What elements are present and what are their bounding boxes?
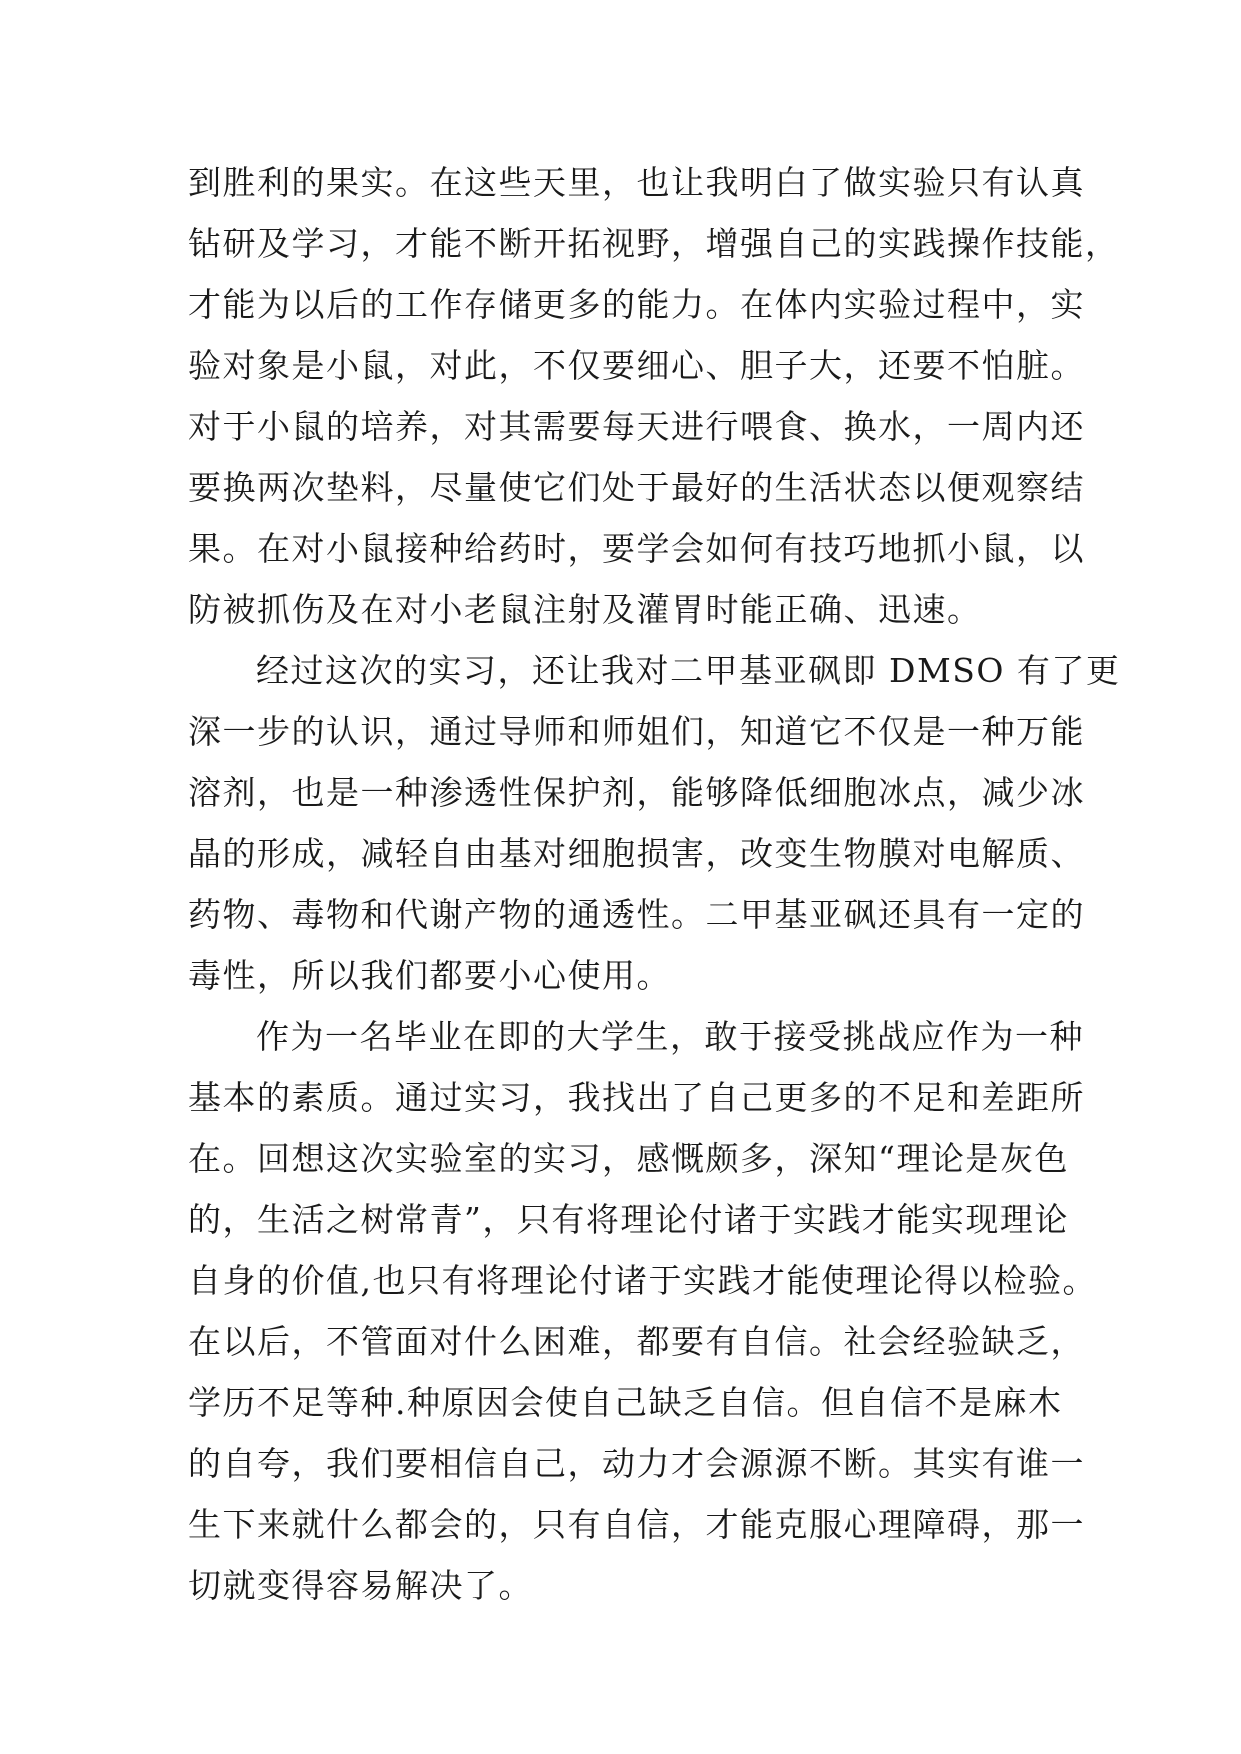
text-line: 生下来就什么都会的，只有自信，才能克服心理障碍，那一	[188, 1505, 1085, 1544]
text-line: 防被抓伤及在对小老鼠注射及灌胃时能正确、迅速。	[188, 590, 982, 629]
paragraph-3	[188, 1006, 1097, 1616]
text-line: 要换两次垫料，尽量使它们处于最好的生活状态以便观察结	[188, 468, 1085, 507]
text-line: 在以后，不管面对什么困难，都要有自信。社会经验缺乏，	[188, 1322, 1085, 1361]
text-line: 到胜利的果实。在这些天里，也让我明白了做实验只有认真	[188, 163, 1085, 202]
paragraph-2	[188, 640, 1121, 1006]
paragraph-1	[188, 152, 1120, 640]
text-line: 作为一名毕业在即的大学生，敢于接受挑战应作为一种	[256, 1017, 1084, 1056]
text-line: 晶的形成，减轻自由基对细胞损害，改变生物膜对电解质、	[188, 834, 1085, 873]
text-line: 的，生活之树常青”，只有将理论付诸于实践才能实现理论	[188, 1200, 1069, 1239]
text-line: 对于小鼠的培养，对其需要每天进行喂食、换水，一周内还	[188, 407, 1085, 446]
text-line: 钻研及学习，才能不断开拓视野，增强自己的实践操作技能，	[188, 224, 1120, 263]
text-line: 果。在对小鼠接种给药时，要学会如何有技巧地抓小鼠，以	[188, 529, 1085, 568]
text-line: 在。回想这次实验室的实习，感慨颇多，深知“理论是灰色	[188, 1139, 1069, 1178]
text-line: 溶剂，也是一种渗透性保护剂，能够降低细胞冰点，减少冰	[188, 773, 1085, 812]
text-line: 自身的价值,也只有将理论付诸于实践才能使理论得以检验。	[188, 1261, 1097, 1300]
text-line: 药物、毒物和代谢产物的通透性。二甲基亚砜还具有一定的	[188, 895, 1085, 934]
text-line: 才能为以后的工作存储更多的能力。在体内实验过程中，实	[188, 285, 1085, 324]
text-line: 学历不足等种.种原因会使自己缺乏自信。但自信不是麻木	[188, 1383, 1063, 1422]
body-text	[188, 152, 1121, 1616]
text-line: 切就变得容易解决了。	[188, 1566, 533, 1605]
text-line: 经过这次的实习，还让我对二甲基亚砜即 DMSO 有了更	[256, 651, 1121, 690]
text-line: 基本的素质。通过实习，我找出了自己更多的不足和差距所	[188, 1078, 1085, 1117]
text-line: 的自夸，我们要相信自己，动力才会源源不断。其实有谁一	[188, 1444, 1085, 1483]
text-line: 验对象是小鼠，对此，不仅要细心、胆子大，还要不怕脏。	[188, 346, 1085, 385]
text-line: 深一步的认识，通过导师和师姐们，知道它不仅是一种万能	[188, 712, 1085, 751]
text-line: 毒性，所以我们都要小心使用。	[188, 956, 671, 995]
